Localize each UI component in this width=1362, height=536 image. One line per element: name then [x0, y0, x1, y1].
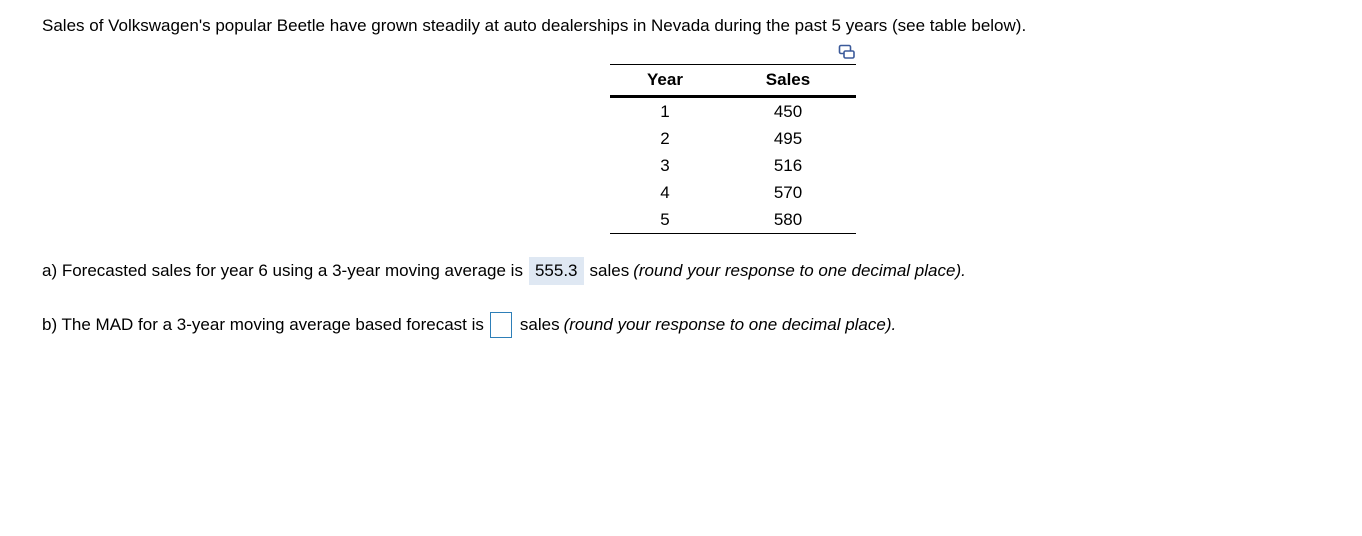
problem-intro: Sales of Volkswagen's popular Beetle have grown steadily at auto dealerships in Nevada during the past 5 years (see table below). — [42, 16, 1027, 35]
sales-cell: 450 — [773, 101, 803, 121]
table-row — [610, 179, 856, 206]
question-a-prefix: a) Forecasted sales for year 6 using a 3-year moving average is — [42, 261, 523, 280]
question-b-prefix: b) The MAD for a 3-year moving average based forecast is — [42, 315, 484, 334]
year-cell: 4 — [660, 182, 670, 202]
year-cell: 5 — [660, 209, 670, 229]
table-row — [610, 125, 856, 152]
sales-cell: 580 — [773, 209, 803, 229]
copy-icon[interactable] — [838, 44, 856, 60]
answer-b-input[interactable] — [490, 312, 512, 338]
year-cell: 3 — [660, 155, 670, 175]
question-b — [42, 310, 896, 340]
sales-cell: 516 — [773, 155, 803, 175]
table-header-row — [610, 65, 856, 97]
question-a-suffix: sales — [589, 261, 630, 280]
sales-table — [610, 64, 856, 234]
question-b-suffix: sales — [519, 315, 560, 334]
question-a — [42, 256, 966, 286]
table-row — [610, 206, 856, 234]
answer-a-value[interactable]: 555.3 — [529, 257, 584, 285]
sales-cell: 570 — [773, 182, 803, 202]
year-header: Year — [610, 65, 720, 97]
table-row — [610, 152, 856, 179]
year-cell: 1 — [660, 101, 670, 121]
year-cell: 2 — [660, 128, 670, 148]
sales-cell: 495 — [773, 128, 803, 148]
question-b-note: (round your response to one decimal place). — [563, 315, 897, 334]
sales-header: Sales — [720, 65, 856, 97]
table-row — [610, 97, 856, 126]
question-a-note: (round your response to one decimal place). — [633, 261, 966, 280]
